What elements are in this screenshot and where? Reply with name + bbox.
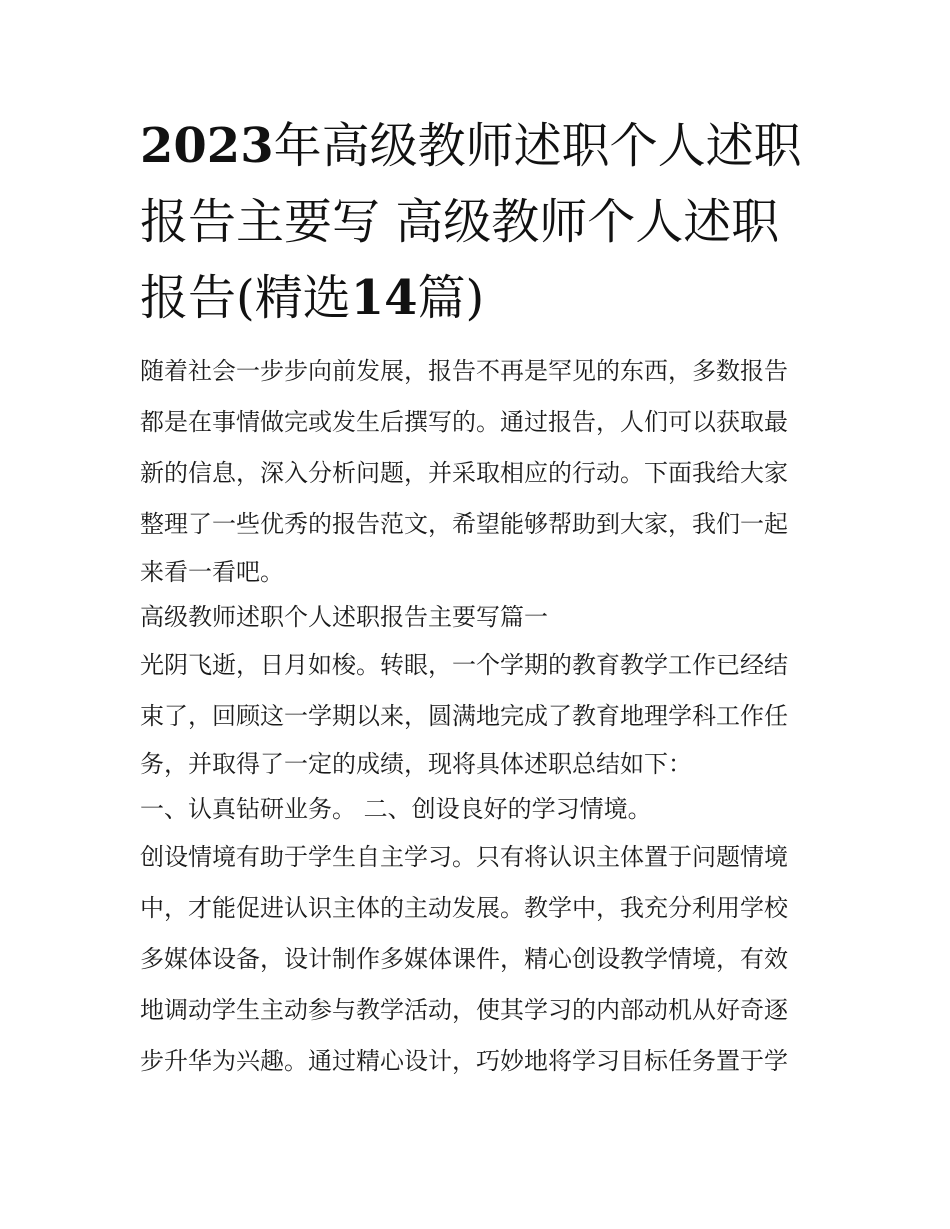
paragraph-2 xyxy=(140,832,812,1087)
paragraph-line: 务，并取得了一定的成绩，现将具体述职总结如下： xyxy=(140,750,692,778)
title-line-2: 报告主要写 高级教师个人述职 xyxy=(140,194,780,250)
title-count: 14 xyxy=(350,270,418,326)
paragraph-line: 束了，回顾这一学期以来，圆满地完成了教育地理学科工作任 xyxy=(140,702,788,730)
document-body xyxy=(140,346,812,1087)
subheading: 一、认真钻研业务。 二、创设良好的学习情境。 xyxy=(140,795,652,823)
intro-line: 整理了一些优秀的报告范文，希望能够帮助到大家，我们一起 xyxy=(140,510,788,538)
intro-line: 来看一看吧。 xyxy=(140,558,284,586)
paragraph-1 xyxy=(140,640,812,787)
intro-line: 都是在事情做完或发生后撰写的。通过报告，人们可以获取最 xyxy=(140,408,788,436)
document-page xyxy=(140,108,812,1087)
paragraph-line: 多媒体设备，设计制作多媒体课件，精心创设教学情境，有效 xyxy=(140,945,788,973)
paragraph-line: 步升华为兴趣。通过精心设计，巧妙地将学习目标任务置于学 xyxy=(140,1047,788,1075)
paragraph-line: 光阴飞逝，日月如梭。转眼，一个学期的教育教学工作已经结 xyxy=(140,651,788,679)
document-title xyxy=(140,108,812,336)
title-year: 2023 xyxy=(140,118,274,174)
paragraph-line: 中，才能促进认识主体的主动发展。教学中，我充分利用学校 xyxy=(140,894,788,922)
intro-line: 新的信息，深入分析问题，并采取相应的行动。下面我给大家 xyxy=(140,459,788,487)
title-line-3 xyxy=(140,260,812,336)
title-line-3-post: 篇) xyxy=(417,270,485,326)
section-heading: 高级教师述职个人述职报告主要写篇一 xyxy=(140,603,548,631)
intro-paragraph xyxy=(140,346,812,595)
title-line-1 xyxy=(140,108,812,184)
title-line-3-pre: 报告(精选 xyxy=(140,270,351,326)
paragraph-line: 地调动学生主动参与教学活动，使其学习的内部动机从好奇逐 xyxy=(140,996,788,1024)
paragraph-line: 创设情境有助于学生自主学习。只有将认识主体置于问题情境 xyxy=(140,843,788,871)
title-line-1-text: 年高级教师述职个人述职 xyxy=(273,118,802,174)
intro-line: 随着社会一步步向前发展，报告不再是罕见的东西，多数报告 xyxy=(140,357,788,385)
